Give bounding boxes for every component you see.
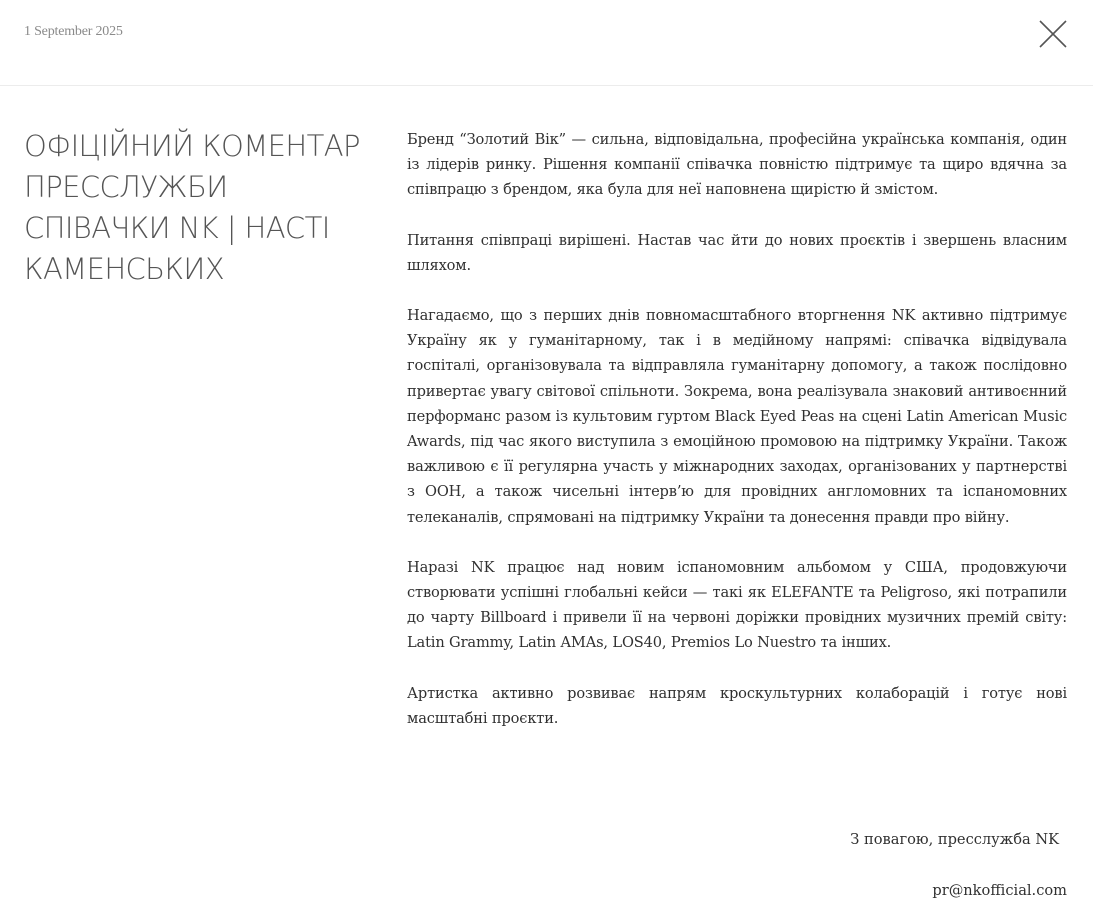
article-paragraph: Бренд “Золотий Вік” — сильна, відповідальна, професійна українська компанія, один із лідерів ринку. Рішення компанії співачка повністю підтримує та щиро вдячна за співпрацю з брендом, яка була для неї наповнена щирістю й змістом. [407,131,1067,199]
signature: З повагою, пресслужба NK [850,831,1059,848]
article-paragraph: Нагадаємо, що з перших днів повномасштабного вторгнення NK активно підтримує Україну як у гуманітарному, так і в медійному напрямі: співачка відвідувала госпіталі, організовувала та відправляла гуманітарну допомогу, а також послідовно привертає увагу світової спільноти. Зокрема, вона реалізувала знаковий антивоєнний перформанс разом із культовим гуртом Black Eyed Peas на сцені Latin American Music Awards, під час якого виступила з емоційною промовою на підтримку України. Також важливою є її регулярна участь у міжнародних заходах, організованих у партнерстві з ООН, а також чисельні інтерв’ю для провідних англомовних та іспаномовних телеканалів, спрямовані на підтримку України та донесення правди про війну. [407,307,1067,526]
article-paragraph: Наразі NK працює над новим іспаномовним альбомом у США, продовжуючи створювати успішні глобальні кейси — такі як ELEFANTE та Peligroso, які потрапили до чарту Billboard і привели її на червоні доріжки провідних музичних премій світу: Latin Grammy, Latin AMAs, LOS40, Premios Lo Nuestro та інших. [407,558,1067,652]
article-paragraph: Питання співпраці вирішені. Настав час йти до нових проєктів і звершень власним шляхом. [407,231,1067,274]
close-icon [1036,17,1070,51]
article-paragraph: Артистка активно розвиває напрям кроскультурних колаборацій і готує нові масштабні проєкти. [407,684,1067,727]
article-title: ОФІЦІЙНИЙ КОМЕНТАР ПРЕССЛУЖБИ СПІВАЧКИ NK | НАСТІ КАМЕНСЬКИХ [24,129,360,286]
close-button[interactable] [1036,17,1070,51]
top-bar [0,0,1093,86]
contact-email-link[interactable]: pr@nkofficial.com [932,882,1067,899]
publish-date: 1 September 2025 [24,24,123,39]
article-body [407,127,1067,756]
